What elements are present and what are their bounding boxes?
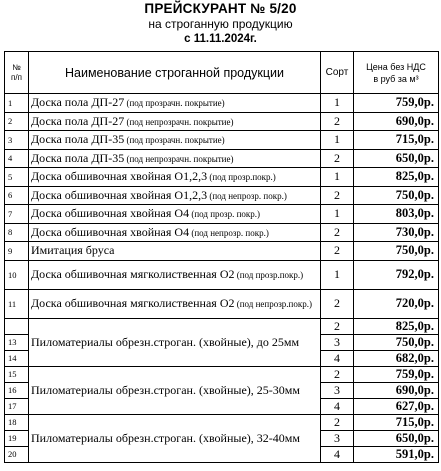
product-name <box>29 149 321 168</box>
row-number: 14 <box>5 350 29 366</box>
product-title: Доска обшивочная мягколиственная О2 <box>31 267 235 281</box>
price: 759,0р. <box>354 366 439 382</box>
table-row <box>5 168 439 187</box>
price: 591,0р. <box>354 446 439 462</box>
product-name <box>29 242 321 261</box>
product-name <box>29 168 321 187</box>
row-number: 13 <box>5 334 29 350</box>
table-row <box>5 318 439 334</box>
price: 750,0р. <box>354 186 439 205</box>
row-number: 19 <box>5 430 29 446</box>
table-row <box>5 94 439 113</box>
table-row <box>5 289 439 318</box>
price: 730,0р. <box>354 223 439 242</box>
product-title: Доска обшивочная мягколиственная О2 <box>31 296 235 310</box>
product-note: (под непрозр. покр.) <box>207 190 287 201</box>
grade: 2 <box>321 186 354 205</box>
product-group-name: Пиломатериалы обрезн.строган. (хвойные), 32-40мм <box>29 414 321 462</box>
product-note: (под прозрачн. покрытие) <box>124 135 225 146</box>
row-number: 1 <box>5 94 29 113</box>
table-row <box>5 205 439 224</box>
price: 715,0р. <box>354 131 439 150</box>
table-row <box>5 260 439 289</box>
product-note: (под непрозрачн. покрытие) <box>124 153 234 164</box>
grade: 1 <box>321 131 354 150</box>
product-note: (под прозр. покр.) <box>189 209 261 220</box>
price: 715,0р. <box>354 414 439 430</box>
effective-date: с 11.11.2024г. <box>184 33 257 45</box>
price: 682,0р. <box>354 350 439 366</box>
page-subtitle: на строганную продукцию <box>148 17 293 31</box>
price: 690,0р. <box>354 382 439 398</box>
grade: 1 <box>321 94 354 113</box>
row-number <box>5 318 29 334</box>
grade: 2 <box>321 318 354 334</box>
price: 750,0р. <box>354 242 439 261</box>
grade: 2 <box>321 112 354 131</box>
table-row <box>5 112 439 131</box>
price: 650,0р. <box>354 430 439 446</box>
column-header-price-line1: Цена без НДС <box>366 61 426 72</box>
table-row <box>5 223 439 242</box>
grade: 2 <box>321 289 354 318</box>
product-title: Имитация бруса <box>31 243 115 258</box>
product-note: (под непрозрачн. покрытие) <box>124 116 234 127</box>
price-table <box>4 51 439 463</box>
row-number: 18 <box>5 414 29 430</box>
product-title: Доска обшивочная хвойная О1,2,3 <box>31 169 208 184</box>
product-group-name: Пиломатериалы обрезн.строган. (хвойные), до 25мм <box>29 318 321 366</box>
product-note: (под непрозр.покр.) <box>234 299 312 309</box>
row-number: 20 <box>5 446 29 462</box>
price: 627,0р. <box>354 398 439 414</box>
column-header-name: Наименование строганной продукции <box>29 52 321 94</box>
grade: 2 <box>321 242 354 261</box>
grade: 2 <box>321 414 354 430</box>
price: 650,0р. <box>354 149 439 168</box>
column-header-price <box>354 52 439 94</box>
row-number: 2 <box>5 112 29 131</box>
row-number: 9 <box>5 242 29 261</box>
product-title: Доска пола ДП-27 <box>31 95 125 110</box>
table-row <box>5 366 439 382</box>
table-row <box>5 131 439 150</box>
column-header-number-top: № <box>12 62 21 72</box>
product-title: Доска обшивочная хвойная О1,2,3 <box>31 187 208 202</box>
product-title: Доска пола ДП-27 <box>31 113 125 128</box>
price: 759,0р. <box>354 94 439 113</box>
grade: 3 <box>321 334 354 350</box>
price: 750,0р. <box>354 334 439 350</box>
product-title: Доска обшивочная хвойная О4 <box>31 224 190 239</box>
product-name <box>29 260 321 289</box>
grade: 2 <box>321 366 354 382</box>
row-number: 4 <box>5 149 29 168</box>
product-name <box>29 223 321 242</box>
grade: 4 <box>321 446 354 462</box>
row-number: 11 <box>5 289 29 318</box>
product-title: Доска пола ДП-35 <box>31 132 125 147</box>
product-name <box>29 94 321 113</box>
row-number: 17 <box>5 398 29 414</box>
table-row <box>5 414 439 430</box>
product-name <box>29 186 321 205</box>
product-name <box>29 112 321 131</box>
product-name <box>29 289 321 318</box>
product-note: (под прозрачн. покрытие) <box>124 98 225 109</box>
row-number: 6 <box>5 186 29 205</box>
column-header-price-line2: в руб за м³ <box>373 73 419 84</box>
column-header-number-bottom: п/п <box>11 72 22 82</box>
grade: 4 <box>321 398 354 414</box>
grade: 2 <box>321 149 354 168</box>
product-note: (под прозр.покр.) <box>207 172 276 183</box>
price: 803,0р. <box>354 205 439 224</box>
price: 720,0р. <box>354 289 439 318</box>
grade: 1 <box>321 260 354 289</box>
grade: 4 <box>321 350 354 366</box>
column-header-number <box>5 52 29 94</box>
row-number: 3 <box>5 131 29 150</box>
row-number: 5 <box>5 168 29 187</box>
row-number: 7 <box>5 205 29 224</box>
product-name <box>29 131 321 150</box>
price: 690,0р. <box>354 112 439 131</box>
grade: 3 <box>321 382 354 398</box>
column-header-sort: Сорт <box>321 52 354 94</box>
grade: 1 <box>321 205 354 224</box>
product-name <box>29 205 321 224</box>
price: 825,0р. <box>354 318 439 334</box>
page-title: ПРЕЙСКУРАНТ № 5/20 <box>144 1 297 16</box>
price: 792,0р. <box>354 260 439 289</box>
product-note: (под прозр.покр.) <box>234 270 304 280</box>
table-row <box>5 242 439 261</box>
product-title: Доска обшивочная хвойная О4 <box>31 206 190 221</box>
table-header-row <box>5 52 439 94</box>
table-row <box>5 186 439 205</box>
table-row <box>5 149 439 168</box>
row-number: 16 <box>5 382 29 398</box>
row-number: 15 <box>5 366 29 382</box>
grade: 1 <box>321 168 354 187</box>
grade: 3 <box>321 430 354 446</box>
row-number: 10 <box>5 260 29 289</box>
grade: 2 <box>321 223 354 242</box>
product-title: Доска пола ДП-35 <box>31 150 125 165</box>
row-number: 8 <box>5 223 29 242</box>
price: 825,0р. <box>354 168 439 187</box>
product-group-name: Пиломатериалы обрезн.строган. (хвойные), 25-30мм <box>29 366 321 414</box>
product-note: (под непрозр. покр.) <box>189 227 269 238</box>
